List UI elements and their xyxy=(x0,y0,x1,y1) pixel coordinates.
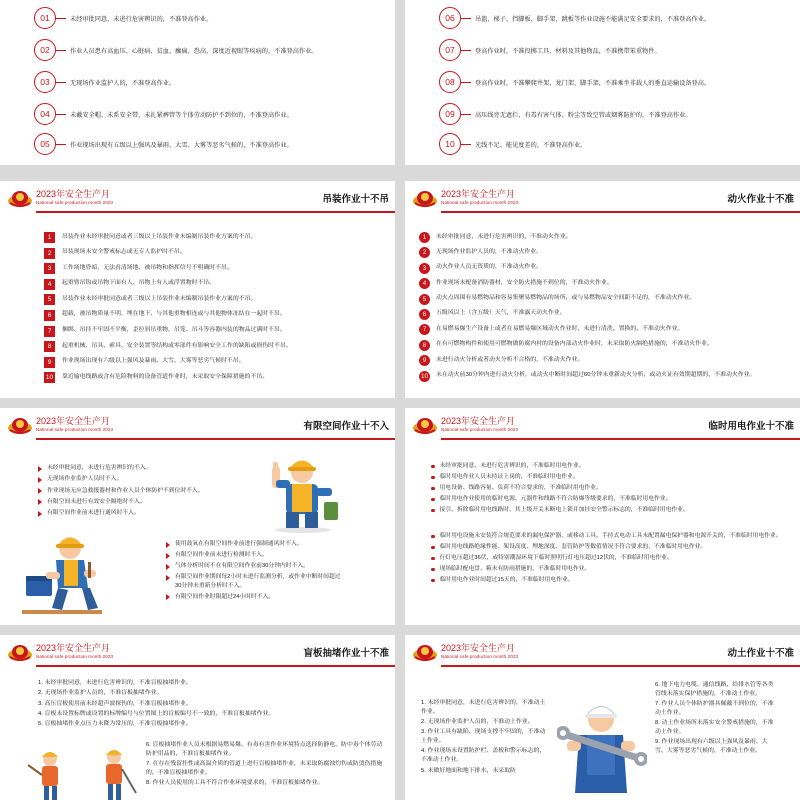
number-badge: 5 xyxy=(419,294,430,305)
number-badge: 5 xyxy=(44,294,55,305)
rule-text: 使用鼓氧在有限空间作业前进行强制通风时不入。 xyxy=(175,541,303,547)
list-item: 2. 无现场作业监护人员的，不准盲板抽堵作业。 xyxy=(38,690,163,697)
list-item xyxy=(44,357,389,368)
rule-text: 捆绑、吊挂不牢固不平衡，歪拉斜吊重物，吊笼、吊斗等容器内装的物品过满时不吊。 xyxy=(62,327,286,334)
list-item xyxy=(431,495,793,504)
list-item xyxy=(166,551,341,560)
list-item xyxy=(166,593,341,602)
month-subtitle: National safe production month 2023 xyxy=(36,427,114,432)
rule-list-b xyxy=(431,532,793,587)
list-item xyxy=(431,576,793,585)
rule-text: 在有可燃物构件和使用可燃物做防腐内衬的设备内部动火作业时，未采取防火隔绝措施的，不准动火作业。 xyxy=(436,341,713,348)
list-item xyxy=(38,464,238,473)
list-item: 9. 作业现场出现有六级以上强风及暴雨、大雪、大雾等恶劣气候的，不准动土作业。 xyxy=(655,739,768,755)
list-item: 1. 未经审批同意，未进行危害辨识的，不准动土作业。 xyxy=(421,700,546,715)
list-item xyxy=(431,554,793,563)
rule-text: 未经审批同意，未进行危害辨识的不入。 xyxy=(47,465,152,471)
rule-text: 光线不足、能见度差的，不准登高作业。 xyxy=(475,141,587,149)
month-subtitle: National safe production month 2023 xyxy=(441,200,519,205)
rule-list-a xyxy=(38,679,388,730)
rule-text: 工作场地昏暗，无法看清场地、被吊物和指挥信号不明确时不吊。 xyxy=(62,264,233,271)
rule-text: 作业现场出现有五级以上强风及暴雨、大雪、大雾等恶劣气候的，不准登高作业。 xyxy=(70,141,293,149)
list-item: 8. 动土作业场所未落实安全警戒措施的，不准动土作业。 xyxy=(655,720,774,735)
number-badge: 09 xyxy=(439,103,461,125)
number-badge: 7 xyxy=(44,326,55,337)
row-07 xyxy=(439,39,661,61)
panel-header xyxy=(405,408,800,442)
list-item xyxy=(38,498,238,507)
number-badge: 01 xyxy=(34,7,56,29)
worker-thumbs-up-illustration xyxy=(268,444,338,534)
panel-climbing-1 xyxy=(0,0,395,165)
safety-emblem-icon xyxy=(6,641,34,663)
panel-title: 临时用电作业十不准 xyxy=(708,421,794,432)
month-subtitle: National safe production month 2023 xyxy=(441,654,519,659)
worker-crouching-illustration xyxy=(22,526,102,616)
number-badge: 10 xyxy=(439,133,461,155)
panel-title: 动土作业十不准 xyxy=(727,648,794,659)
worker-wrench-illustration xyxy=(557,693,647,800)
list-item xyxy=(38,487,238,496)
header-divider xyxy=(36,211,395,213)
rule-text: 临时用电作业使用的临时电源、元器件和线路不符合防爆等级要求的，不准临时用电作业。 xyxy=(439,496,672,503)
row-08 xyxy=(439,71,710,93)
list-item xyxy=(44,310,389,321)
list-item xyxy=(44,372,389,383)
list-item xyxy=(431,532,793,541)
header-divider xyxy=(441,211,800,213)
list-item: 5. 盲板抽堵作业点压力未降为常压的，不准盲板抽堵作业。 xyxy=(38,721,192,728)
panel-hot-work xyxy=(405,181,800,398)
header-divider xyxy=(441,665,800,667)
rule-text: 行灯电压超过36伏，或特别潮湿环境下临时照明行灯电压超过12伏的，不准临时用电作业。 xyxy=(439,555,673,562)
list-item xyxy=(44,248,389,259)
rule-text: 未经审批同意，未进行危害辨识的，不准动火作业。 xyxy=(436,233,572,240)
number-badge: 8 xyxy=(44,341,55,352)
panel-temp-electricity xyxy=(405,408,800,625)
list-item: 1. 未经审批同意，未进行危害辨识的，不准盲板抽堵作业。 xyxy=(38,680,192,686)
panel-header xyxy=(405,635,800,669)
list-item xyxy=(431,473,793,482)
rule-text: 五级风以上（含五级）天气，不准露天动火作业。 xyxy=(436,310,566,317)
number-badge: 10 xyxy=(45,374,54,382)
rule-text: 有限空间作业期间每2小时未进行监测分析，或作业中断时间超过30分钟未重新分析时不入。 xyxy=(175,574,341,589)
panel-title: 动火作业十不准 xyxy=(727,194,794,205)
list-item: 8. 作业人员使用的工具不符合作业环境要求的，不准盲板抽堵作业。 xyxy=(146,780,324,787)
panel-blind-plate xyxy=(0,635,395,800)
month-title: 2023年安全生产月 xyxy=(36,643,111,653)
number-badge: 9 xyxy=(44,357,55,368)
safety-emblem-icon xyxy=(411,414,439,436)
month-title: 2023年安全生产月 xyxy=(441,189,516,199)
row-09 xyxy=(439,103,692,125)
number-badge: 03 xyxy=(34,71,56,93)
safety-emblem-icon xyxy=(411,641,439,663)
list-item xyxy=(431,484,793,493)
list-item: 4. 作业现场未设置防护栏、盖板和警示标志的，不准动土作业。 xyxy=(421,748,546,764)
list-item xyxy=(419,232,794,243)
list-item: 4. 盲板未设置标牌或设置的标牌编号与位置图上的盲板编号不一致的，不准盲板抽堵作业。 xyxy=(38,710,275,717)
list-item xyxy=(419,247,794,258)
header-divider xyxy=(36,665,395,667)
rule-text: 超载，被吊物质量不明、埋在地下、与其他重物相连或与其他物体冻结在一起时不吊。 xyxy=(62,311,286,318)
list-item xyxy=(419,340,794,351)
rule-text: 动火作业人员无资质的，不准动火作业。 xyxy=(436,264,543,271)
rule-text: 吊装作业未经审批同意或者三级以上吊装作业未编制吊装作业方案的不吊。 xyxy=(62,233,257,240)
list-item xyxy=(38,475,238,484)
row-05 xyxy=(34,133,293,155)
rule-list xyxy=(44,232,389,388)
row-03 xyxy=(34,71,175,93)
list-item: 7. 作业人员个体防护器具佩戴不到位的，不准动土作业。 xyxy=(655,701,774,716)
list-item xyxy=(419,278,794,289)
list-item xyxy=(166,540,341,549)
number-badge: 04 xyxy=(34,103,56,125)
rule-text: 临时用电线路绝缘性能、架设高度、埋地深度、套管防护等数值情况不符合要求的，不准临时用电作业。 xyxy=(439,544,707,551)
rule-list-b xyxy=(655,681,775,757)
list-item: 2. 无现场作业监护人员的，不准动土作业。 xyxy=(421,719,534,726)
rule-text: 气体分析时间不在有限空间作业前30分钟内时不入。 xyxy=(175,563,309,570)
list-item xyxy=(431,565,793,574)
rule-text: 吊篮、梯子、挡脚板、脚手架、跳板等作业设施不能满足安全要求的，不准登高作业。 xyxy=(475,15,711,23)
list-item xyxy=(44,341,389,352)
month-subtitle: National safe production month 2023 xyxy=(36,654,114,659)
safety-emblem-icon xyxy=(411,187,439,209)
header-divider xyxy=(441,438,800,440)
rule-text: 未经审批同意，未进行危害辨识的，不准登高作业。 xyxy=(70,15,213,23)
list-item xyxy=(419,371,794,382)
rule-text: 用电设备、线路容量、负荷不符合要求的，不准临时用电作业。 xyxy=(439,485,602,492)
rule-text: 有限空间作业前未进行检测时不入。 xyxy=(175,552,268,559)
row-02 xyxy=(34,39,318,61)
panel-lifting xyxy=(0,181,395,398)
number-badge: 05 xyxy=(34,133,56,155)
number-badge: 1 xyxy=(419,232,430,243)
panel-header xyxy=(0,635,395,669)
number-badge: 9 xyxy=(419,355,430,366)
number-badge: 3 xyxy=(419,263,430,274)
panel-title: 吊装作业十不吊 xyxy=(322,194,389,205)
number-badge: 4 xyxy=(44,279,55,290)
rule-text: 无现场作业监护人员时不入。 xyxy=(47,476,123,483)
rule-list-a xyxy=(421,699,551,777)
list-item xyxy=(419,263,794,274)
list-item: 6. 盲板抽堵作业人员未根据易燃易爆、有毒有害作业环境特点选择防静电、防中毒个体劳动防护用品的，不准盲板抽堵作业。 xyxy=(146,742,383,757)
rule-text: 无现场作业监护人员的，不准动火作业。 xyxy=(436,248,543,255)
rule-text: 吊装现场未安全警戒标志或无专人监护时不吊。 xyxy=(62,249,186,256)
number-badge: 06 xyxy=(439,7,461,29)
list-item xyxy=(38,509,238,518)
list-item: 5. 未做好地面和地下排水，未采取防 xyxy=(421,767,516,774)
month-title: 2023年安全生产月 xyxy=(36,416,111,426)
row-06 xyxy=(439,7,710,29)
month-title: 2023年安全生产月 xyxy=(36,189,111,199)
row-01 xyxy=(34,7,212,29)
list-item xyxy=(44,279,389,290)
rule-text: 作业人员患有高血压、心脏病、贫血、癫痫、恐高、深度近视眼等疾病的，不准登高作业。 xyxy=(70,47,318,55)
list-item xyxy=(166,573,341,590)
month-title: 2023年安全生产月 xyxy=(441,643,516,653)
list-item xyxy=(419,309,794,320)
panel-header xyxy=(0,181,395,215)
rule-text: 未戴安全帽、未系安全带、未扎紧裤管等个体劳动防护不到位的，不准登高作业。 xyxy=(70,111,293,119)
rule-text: 有限空间作业时限超过24小时时不入。 xyxy=(175,593,275,600)
list-item xyxy=(431,506,793,515)
list-item xyxy=(431,543,793,552)
list-item xyxy=(44,294,389,305)
number-badge: 2 xyxy=(44,248,55,259)
rule-text: 接引、拆除临时用电线路时，其上级开关未断电上锁并加挂安全警示标志的，不准临时用电作业。 xyxy=(439,507,689,514)
workers-digging-illustration xyxy=(14,745,144,800)
rule-text: 作业现场无应急救援器材和作业人员个体防护不到位时不入。 xyxy=(47,487,204,494)
list-item xyxy=(419,294,794,305)
rule-text: 临时用电作业人员未持证上岗的，不准临时用电作业。 xyxy=(439,474,579,481)
list-item: 7. 在存在残留挂性或高温介质的管道上进行盲板抽堵作业，未采取防腐蚀灼伤或防烫伤措施的，不准盲板抽堵作业。 xyxy=(146,761,383,776)
list-item xyxy=(166,562,341,571)
panel-climbing-2 xyxy=(405,0,800,165)
rule-list-a xyxy=(431,462,793,517)
list-item: 3. 作业工具有缺陷、现场支撑不牢固的，不准动土作业。 xyxy=(421,729,546,745)
panel-title: 有限空间作业十不入 xyxy=(303,421,389,432)
panel-earthwork xyxy=(405,635,800,800)
rule-text: 无现场作业监护人的，不准登高作业。 xyxy=(70,79,176,87)
row-04 xyxy=(34,103,293,125)
rule-text: 未进行动火分析或者动火分析不合格的，不准动火作业。 xyxy=(436,356,584,363)
number-badge: 3 xyxy=(44,263,55,274)
rule-text: 在易燃易爆生产设备上或者在易燃易爆区域动火作业时，未进行清洗、置换的，不准动火作业。 xyxy=(436,325,684,332)
list-item xyxy=(44,232,389,243)
number-badge: 4 xyxy=(419,278,430,289)
number-badge: 07 xyxy=(439,39,461,61)
safety-emblem-icon xyxy=(6,414,34,436)
list-item xyxy=(44,263,389,274)
rule-list-a xyxy=(38,464,238,520)
number-badge: 02 xyxy=(34,39,56,61)
rule-text: 靠近输电线路或含有危险物料的设备管道作业时，未采取安全保障措施的不吊。 xyxy=(62,373,269,380)
number-badge: 08 xyxy=(439,71,461,93)
list-item: 3. 高压盲板使用前未经超声波探伤的，不准盲板抽堵作业。 xyxy=(38,700,192,707)
rule-text: 作业现场出现有六级以上强风及暴雨、大雪、大雾等恶劣气候时不吊。 xyxy=(62,358,245,365)
list-item xyxy=(44,326,389,337)
rule-list-b xyxy=(166,540,341,604)
list-item xyxy=(431,462,793,471)
rule-text: 动火点周围有易燃物品和容易集聚易燃物品的场所，或与易燃物品安全间距不足的，不准动火作业。 xyxy=(436,295,696,302)
rule-text: 高压线旁无遮拦，有毒有害气体、粉尘等致空管或烟雾防护的，不准登高作业。 xyxy=(475,111,692,119)
number-badge: 7 xyxy=(419,324,430,335)
rule-text: 有限空间未进行有效安全隔绝时不入。 xyxy=(47,498,146,505)
rule-list-b xyxy=(146,741,386,789)
number-badge: 1 xyxy=(44,232,55,243)
row-10 xyxy=(439,133,586,155)
safety-emblem-icon xyxy=(6,187,34,209)
number-badge: 6 xyxy=(44,310,55,321)
panel-header xyxy=(405,181,800,215)
rule-text: 临时用电作业时间超过15天的，不准临时用电作业。 xyxy=(439,577,574,584)
header-divider xyxy=(36,438,395,440)
rule-text: 临时用电设施未安装符合规范要求的漏电保护器，或移动工具、手持式电动工具未配置漏电保护器和电源开关的，不准临时用电作业。 xyxy=(439,533,782,539)
number-badge: 10 xyxy=(420,372,428,380)
rule-text: 现场临时配电盘、箱未有防雨措施的，不准临时用电作业。 xyxy=(439,566,591,573)
rule-text: 未经审批同意，未进行危害辨识的，不准临时用电作业。 xyxy=(439,463,585,469)
month-subtitle: National safe production month 2023 xyxy=(441,427,519,432)
rule-text: 作业现场未配备消防器材，安全防火措施不到位的，不准动火作业。 xyxy=(436,279,613,286)
panel-confined-space xyxy=(0,408,395,625)
rule-text: 吊装作业未经审批同意或者三级以上吊装作业未编制吊装作业方案的不吊。 xyxy=(62,295,257,302)
month-title: 2023年安全生产月 xyxy=(441,416,516,426)
rule-text: 有限空间作业前未进行通风时不入。 xyxy=(47,510,140,517)
list-item xyxy=(419,355,794,366)
rule-list xyxy=(419,232,794,386)
number-badge: 8 xyxy=(419,340,430,351)
number-badge: 6 xyxy=(419,309,430,320)
number-badge: 2 xyxy=(419,247,430,258)
month-subtitle: National safe production month 2023 xyxy=(36,200,114,205)
list-item xyxy=(419,324,794,335)
panel-title: 盲板抽堵作业十不准 xyxy=(303,648,389,659)
rule-text: 起重臂吊钩或吊物下面有人、吊物上有人或浮置物时不吊。 xyxy=(62,280,216,287)
panel-header xyxy=(0,408,395,442)
list-item: 6. 地下电力电缆、通信线路、给排水管等各类管线未落实保护措施的，不准动土作业。 xyxy=(655,682,774,697)
rule-text: 登高作业时，不准投掷工具、材料及其他物品，不准携带笨重物件。 xyxy=(475,47,661,55)
rule-text: 未在动火前30分钟内进行动火分析，或动火中断时间超过60分钟未重新动火分析，或动火证有效期超期的，不准动火作业。 xyxy=(436,372,756,379)
rule-text: 登高作业时，不准攀爬井架、龙门架、脚手架，不准乘坐非载人的垂直运输设备登高。 xyxy=(475,79,711,87)
rule-text: 起重机械、吊具、索具、安全装置等结构或零部件有影响安全工作的缺陷或损伤时不吊。 xyxy=(62,342,292,349)
